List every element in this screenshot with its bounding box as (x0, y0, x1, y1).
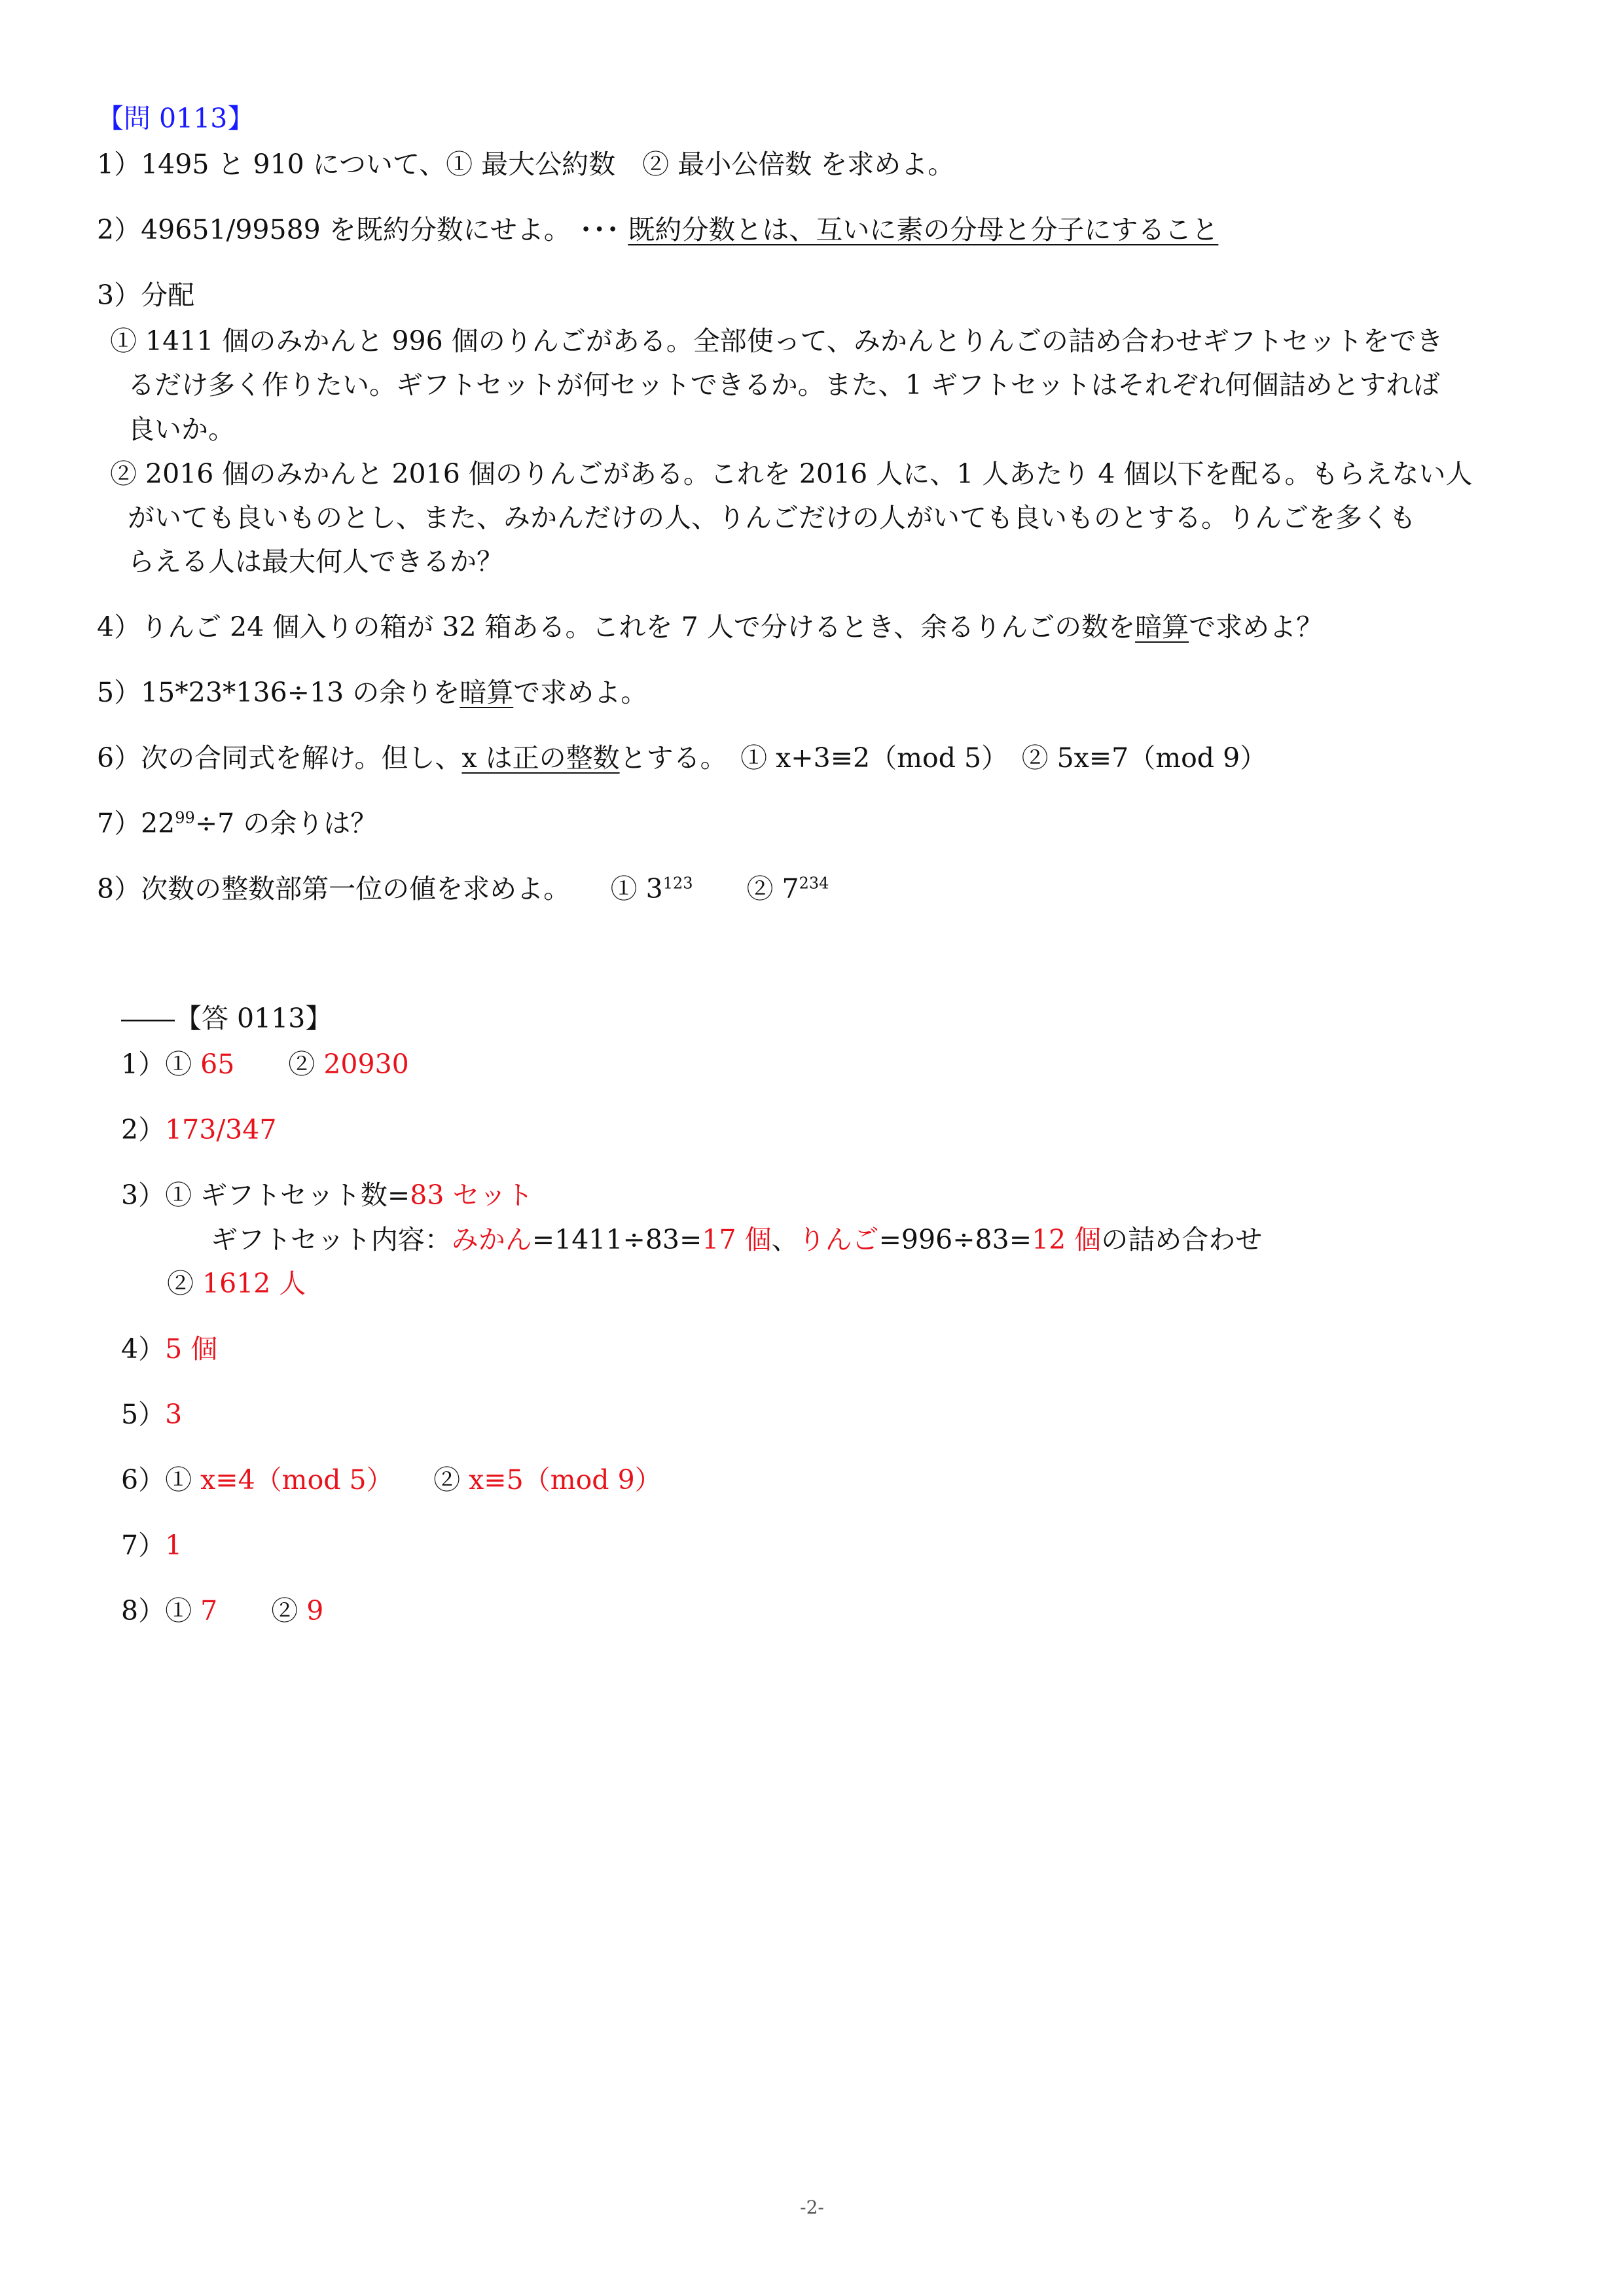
question-8 (97, 872, 829, 906)
answer-1-prefix: 1）① (121, 1049, 201, 1080)
answer-3-2-value: 1612 人 (202, 1268, 306, 1299)
question-2-note: 既約分数とは、互いに素の分母と分子にすること (628, 214, 1219, 245)
question-8-exponent-2: 234 (799, 874, 829, 893)
question-4 (97, 610, 1323, 645)
answer-title: ――【答 0113】 (121, 1003, 333, 1034)
answer-6-prefix: 6）① (121, 1464, 201, 1496)
answer-6-value-2: x≡5（mod 9） (469, 1464, 662, 1496)
page-number: -2- (800, 2197, 824, 2218)
answer-3-1 (121, 1178, 533, 1213)
question-2 (97, 213, 1218, 247)
question-7-base: 7）22 (97, 808, 175, 839)
question-8-exponent-1: 123 (662, 874, 693, 893)
answer-2-value: 173/347 (165, 1114, 277, 1145)
answer-1-value-1: 65 (200, 1049, 235, 1080)
question-3-1-line1: ① 1411 個のみかんと 996 個のりんごがある。全部使って、みかんとりんごの詰め合わせギフトセットをでき (110, 325, 1443, 357)
answer-8-prefix: 8）① (121, 1595, 201, 1626)
question-5-underline: 暗算 (460, 677, 514, 708)
answer-8-mid: ② (217, 1595, 307, 1626)
answer-3-mikan: みかん (451, 1224, 532, 1255)
answer-7 (121, 1528, 182, 1563)
question-3-2-line1: ② 2016 個のみかんと 2016 個のりんごがある。これを 2016 人に、1 人あたり 4 個以下を配る。もらえない人 (110, 458, 1473, 490)
question-7 (97, 806, 377, 841)
question-5 (97, 675, 647, 710)
answer-6-mid: ② (380, 1464, 469, 1496)
answer-3-prefix: 3）① ギフトセット数= (121, 1179, 410, 1211)
question-6 (97, 741, 1267, 776)
answer-4 (121, 1332, 217, 1367)
answer-3-sep: 、 (771, 1224, 799, 1255)
answer-3-2-prefix: ② (167, 1268, 203, 1299)
answer-8-value-2: 9 (306, 1595, 324, 1626)
question-3-1-line2: るだけ多く作りたい。ギフトセットが何セットできるか。また、1 ギフトセットはそれぞれ何個詰めとすれば (128, 369, 1440, 401)
answer-8 (121, 1594, 323, 1628)
answer-6 (121, 1463, 662, 1498)
answer-3-2 (167, 1266, 306, 1301)
answer-1 (121, 1047, 409, 1082)
answer-1-value-2: 20930 (323, 1049, 409, 1080)
answer-3-ringo-count: 12 個 (1032, 1224, 1102, 1255)
question-7-exponent: 99 (175, 808, 195, 827)
answer-3-value: 83 セット (410, 1179, 533, 1211)
question-3-title: 3）分配 (97, 279, 195, 311)
question-8-text: 8）次数の整数部第一位の値を求めよ。 ① 3 (97, 873, 663, 905)
question-5-text: 5）15*23*136÷13 の余りを (97, 677, 460, 708)
answer-4-prefix: 4） (121, 1333, 166, 1365)
answer-5 (121, 1397, 182, 1432)
question-6-text: 6）次の合同式を解け。但し、 (97, 742, 462, 774)
question-5-tail: で求めよ。 (513, 677, 648, 708)
answer-3-tail: の詰め合わせ (1101, 1224, 1263, 1255)
question-1: 1）1495 と 910 について、① 最大公約数 ② 最小公倍数 を求めよ。 (97, 149, 955, 180)
answer-3-content (211, 1223, 1262, 1257)
question-6-tail: とする。 ① x+3≡2（mod 5） ② 5x≡7（mod 9） (619, 742, 1267, 774)
answer-7-prefix: 7） (121, 1530, 166, 1561)
answer-3-calc-2: =996÷83= (878, 1224, 1032, 1255)
question-title: 【問 0113】 (97, 103, 255, 134)
question-3-2-line2: がいても良いものとし、また、みかんだけの人、りんごだけの人がいても良いものとする。りんごを多くも (128, 502, 1416, 533)
question-3-1-line3: 良いか。 (128, 414, 235, 445)
answer-2-prefix: 2） (121, 1114, 166, 1145)
question-4-tail: で求めよ？ (1189, 611, 1324, 643)
answer-2 (121, 1113, 276, 1147)
answer-8-value-1: 7 (200, 1595, 218, 1626)
answer-5-prefix: 5） (121, 1399, 166, 1430)
question-3-2-line3: らえる人は最大何人できるか？ (128, 546, 503, 577)
answer-3-mikan-count: 17 個 (702, 1224, 772, 1255)
answer-4-value: 5 個 (165, 1333, 218, 1365)
question-7-tail: ÷7 の余りは？ (194, 808, 378, 839)
question-2-text: 2）49651/99589 を既約分数にせよ。 ･･･ (97, 214, 628, 245)
answer-3-content-label: ギフトセット内容： (211, 1224, 452, 1255)
question-4-text: 4）りんご 24 個入りの箱が 32 箱ある。これを 7 人で分けるとき、余るりんごの数を (97, 611, 1136, 643)
answer-6-value-1: x≡4（mod 5） (200, 1464, 380, 1496)
answer-5-value: 3 (165, 1399, 183, 1430)
question-8-mid: ② 7 (693, 873, 799, 905)
answer-1-mid: ② (234, 1049, 324, 1080)
answer-3-calc-1: =1411÷83= (532, 1224, 702, 1255)
question-4-underline: 暗算 (1135, 611, 1189, 643)
question-6-underline: x は正の整数 (461, 742, 620, 774)
answer-3-ringo: りんご (798, 1224, 879, 1255)
answer-7-value: 1 (165, 1530, 183, 1561)
